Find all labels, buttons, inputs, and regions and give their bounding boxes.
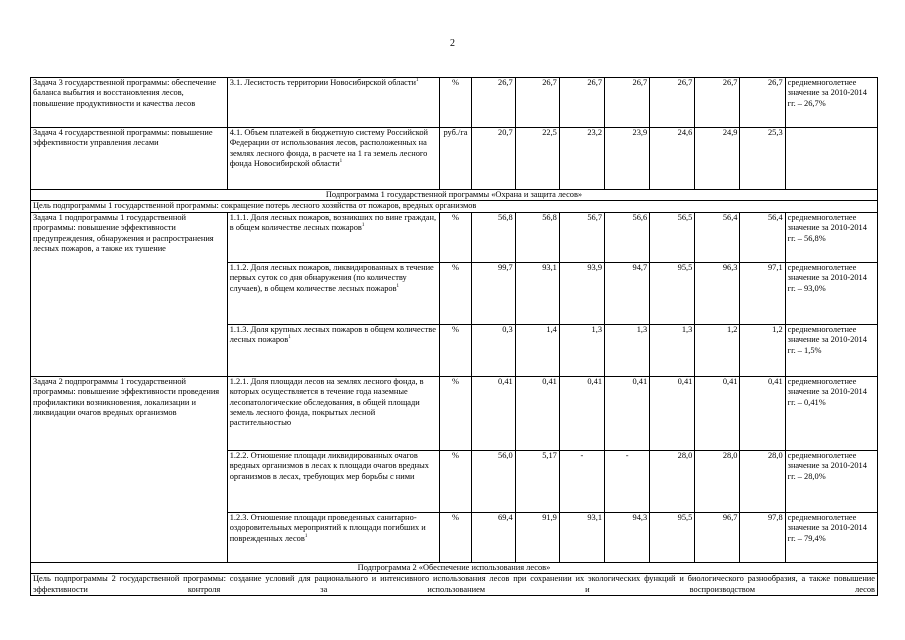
- indicator-cell: 4.1. Объем платежей в бюджетную систему Российской Федерации от использования лесов, расположенных на землях лесного фонда, в расчете на 1 га земель лесного фонда Новосибирской области$^1$: [227, 128, 440, 190]
- value-cell: 26,7: [605, 78, 650, 128]
- indicator-cell: 1.2.2. Отношение площади ликвидированных очагов вредных организмов в лесах к площади очагов вредных организмов в лесах, требующих мер борьбы с ними: [227, 450, 440, 512]
- value-cell: 26,7: [650, 78, 695, 128]
- value-cell: 1,3: [605, 324, 650, 376]
- value-cell: 1,3: [559, 324, 604, 376]
- task-cell: Задача 3 государственной программы: обеспечение баланса выбытия и восстановления лесов, повышение продуктивности и качества лесов: [31, 78, 228, 128]
- indicator-cell: 1.1.1. Доля лесных пожаров, возникших по вине граждан, в общем количестве лесных пожаров$^1$: [227, 212, 440, 262]
- note-cell: среднемноголетнее значение за 2010-2014 гг. – 93,0%: [785, 262, 877, 324]
- note-cell: среднемноголетнее значение за 2010-2014 гг. – 26,7%: [785, 78, 877, 128]
- goal-row: [31, 201, 878, 212]
- value-cell: 97,1: [740, 262, 785, 324]
- unit-cell: %: [440, 78, 471, 128]
- value-cell: 96,3: [695, 262, 740, 324]
- value-cell: -: [559, 450, 604, 512]
- value-cell: 95,5: [650, 262, 695, 324]
- value-cell: 0,41: [559, 376, 604, 450]
- value-cell: 0,41: [695, 376, 740, 450]
- unit-cell: %: [440, 376, 471, 450]
- value-cell: 23,2: [559, 128, 604, 190]
- note-cell: среднемноголетнее значение за 2010-2014 гг. – 79,4%: [785, 512, 877, 562]
- indicator-cell: 1.1.3. Доля крупных лесных пожаров в общем количестве лесных пожаров$^1$: [227, 324, 440, 376]
- table-row: [31, 376, 878, 450]
- unit-cell: %: [440, 262, 471, 324]
- table-row: [31, 128, 878, 190]
- value-cell: 95,5: [650, 512, 695, 562]
- task-cell: Задача 2 подпрограммы 1 государственной программы: повышение эффективности проведения профилактики возникновения, локализации и ликвидации очагов вредных организмов: [31, 376, 228, 562]
- note-cell: среднемноголетнее значение за 2010-2014 гг. – 1,5%: [785, 324, 877, 376]
- value-cell: 56,6: [605, 212, 650, 262]
- value-cell: 93,9: [559, 262, 604, 324]
- value-cell: 56,4: [740, 212, 785, 262]
- section-title: Подпрограмма 1 государственной программы «Охрана и защита лесов»: [31, 190, 878, 201]
- value-cell: 24,6: [650, 128, 695, 190]
- value-cell: 25,3: [740, 128, 785, 190]
- value-cell: 28,0: [740, 450, 785, 512]
- unit-cell: %: [440, 512, 471, 562]
- value-cell: 56,5: [650, 212, 695, 262]
- goal-text: Цель подпрограммы 2 государственной программы: создание условий для рационального и интенсивного использования лесов при сохранении их экологических функций и биологического разнообразия, а также повышение эффективности контроля за использованием и воспроизводством лесов: [31, 574, 878, 596]
- value-cell: 0,41: [740, 376, 785, 450]
- value-cell: 0,41: [515, 376, 559, 450]
- goal-text: Цель подпрограммы 1 государственной программы: сокращение потерь лесного хозяйства от пожаров, вредных организмов: [31, 201, 878, 212]
- value-cell: 0,41: [605, 376, 650, 450]
- value-cell: 26,7: [740, 78, 785, 128]
- value-cell: 1,2: [740, 324, 785, 376]
- value-cell: 93,1: [559, 512, 604, 562]
- task-cell: Задача 4 государственной программы: повышение эффективности управления лесами: [31, 128, 228, 190]
- indicator-cell: 1.2.3. Отношение площади проведенных санитарно-оздоровительных мероприятий к площади погибших и поврежденных лесов$^1$: [227, 512, 440, 562]
- value-cell: 94,3: [605, 512, 650, 562]
- value-cell: 1,4: [515, 324, 559, 376]
- note-cell: [785, 128, 877, 190]
- value-cell: 0,3: [471, 324, 515, 376]
- value-cell: 24,9: [695, 128, 740, 190]
- goal-row: [31, 574, 878, 596]
- value-cell: 99,7: [471, 262, 515, 324]
- value-cell: 26,7: [515, 78, 559, 128]
- unit-cell: %: [440, 212, 471, 262]
- value-cell: 56,8: [515, 212, 559, 262]
- section-title: Подпрограмма 2 «Обеспечение использования лесов»: [31, 562, 878, 573]
- value-cell: 28,0: [650, 450, 695, 512]
- value-cell: 93,1: [515, 262, 559, 324]
- value-cell: 26,7: [695, 78, 740, 128]
- value-cell: 69,4: [471, 512, 515, 562]
- indicator-cell: 1.2.1. Доля площади лесов на землях лесного фонда, в которых осуществляется в течение года наземные лесопатологические обследования, в общей площади земель лесного фонда, покрытых лесной растительностью: [227, 376, 440, 450]
- value-cell: 56,8: [471, 212, 515, 262]
- section-row: [31, 190, 878, 201]
- value-cell: 20,7: [471, 128, 515, 190]
- value-cell: 91,9: [515, 512, 559, 562]
- value-cell: 97,8: [740, 512, 785, 562]
- value-cell: 96,7: [695, 512, 740, 562]
- unit-cell: %: [440, 450, 471, 512]
- value-cell: 1,2: [695, 324, 740, 376]
- table-row: [31, 212, 878, 262]
- value-cell: 28,0: [695, 450, 740, 512]
- task-cell: Задача 1 подпрограммы 1 государственной программы: повышение эффективности предупреждения, обнаружения и распространения лесных пожаров, а также их тушение: [31, 212, 228, 376]
- value-cell: 23,9: [605, 128, 650, 190]
- unit-cell: руб./га: [440, 128, 471, 190]
- table-row: [31, 78, 878, 128]
- value-cell: 94,7: [605, 262, 650, 324]
- note-cell: среднемноголетнее значение за 2010-2014 гг. – 56,8%: [785, 212, 877, 262]
- page-number: 2: [450, 38, 455, 49]
- note-cell: среднемноголетнее значение за 2010-2014 гг. – 28,0%: [785, 450, 877, 512]
- value-cell: 0,41: [471, 376, 515, 450]
- value-cell: 1,3: [650, 324, 695, 376]
- value-cell: 26,7: [471, 78, 515, 128]
- value-cell: 56,4: [695, 212, 740, 262]
- value-cell: 5,17: [515, 450, 559, 512]
- indicators-table: [30, 77, 878, 596]
- indicator-cell: 1.1.2. Доля лесных пожаров, ликвидированных в течение первых суток со дня обнаружения (по количеству случаев), в общем количестве лесных пожаров$^1$: [227, 262, 440, 324]
- note-cell: среднемноголетнее значение за 2010-2014 гг. – 0,41%: [785, 376, 877, 450]
- section-row: [31, 562, 878, 573]
- value-cell: 26,7: [559, 78, 604, 128]
- indicator-cell: 3.1. Лесистость территории Новосибирской области$^1$: [227, 78, 440, 128]
- value-cell: 56,0: [471, 450, 515, 512]
- value-cell: 22,5: [515, 128, 559, 190]
- value-cell: 56,7: [559, 212, 604, 262]
- unit-cell: %: [440, 324, 471, 376]
- value-cell: -: [605, 450, 650, 512]
- value-cell: 0,41: [650, 376, 695, 450]
